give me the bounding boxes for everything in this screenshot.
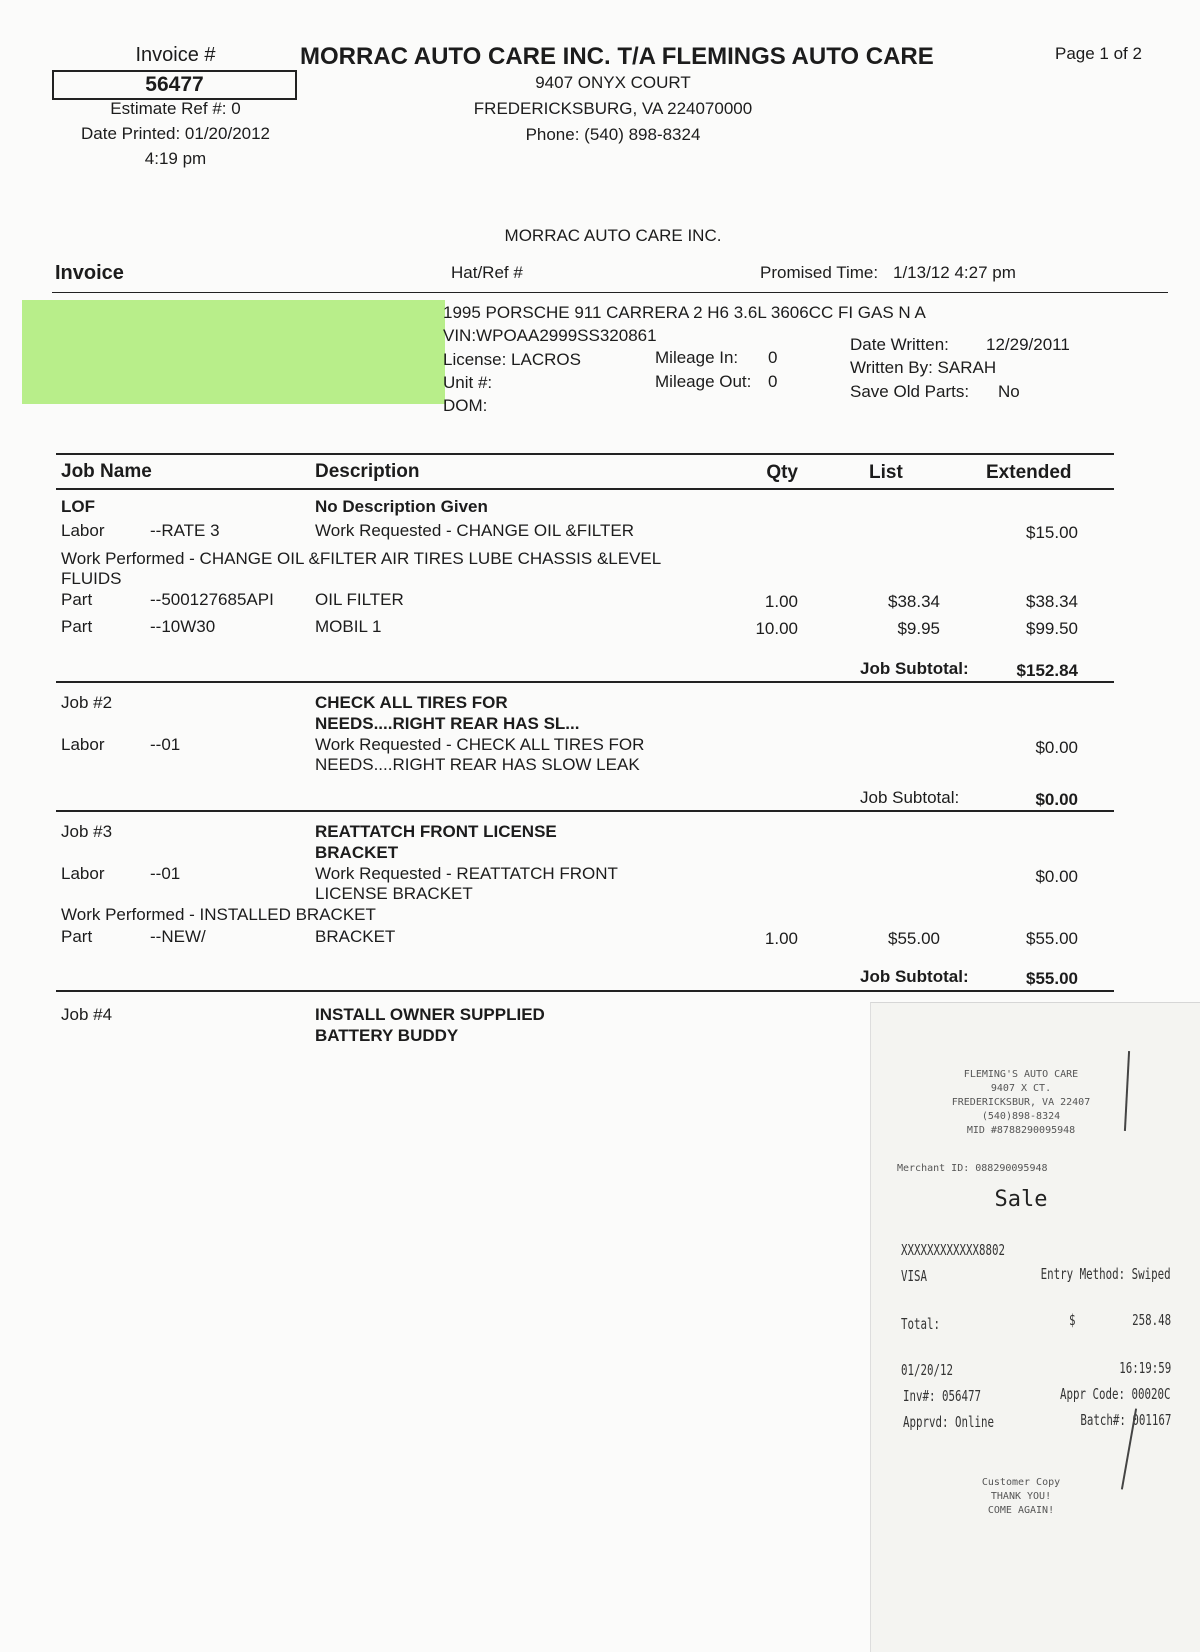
line-type: Part [61, 927, 93, 946]
line-type: Part [61, 617, 93, 636]
job-divider [56, 681, 1114, 683]
line-extended: $55.00 [1026, 929, 1078, 948]
vehicle-description: 1995 PORSCHE 911 CARRERA 2 H6 3.6L 3606CC FI GAS N A [443, 303, 926, 322]
line-description-cont: LICENSE BRACKET [315, 884, 473, 903]
promised-time-label: Promised Time: [760, 263, 879, 282]
line-type: Part [61, 590, 93, 609]
job-title: REATTATCH FRONT LICENSE [315, 822, 557, 841]
job-title-cont: BRACKET [315, 843, 399, 862]
line-code: --RATE 3 [150, 521, 220, 540]
work-performed-cont: FLUIDS [61, 569, 122, 588]
date-written-label: Date Written: [850, 335, 949, 354]
line-code: --10W30 [150, 617, 216, 636]
line-type: Labor [61, 735, 105, 754]
invoice-number-box: 56477 [52, 70, 297, 100]
line-code: --NEW/ [150, 927, 206, 946]
job-name: Job #2 [61, 693, 113, 712]
job-subtotal-value: $0.00 [1035, 790, 1078, 809]
vehicle-dom: DOM: [443, 396, 488, 415]
line-extended: $99.50 [1026, 619, 1078, 638]
receipt-time: 16:19:59 [1118, 1359, 1171, 1377]
line-code: --01 [150, 864, 181, 883]
receipt-come-again: COME AGAIN! [987, 1505, 1055, 1516]
line-list: $9.95 [897, 619, 940, 638]
receipt-sale-title: Sale [994, 1187, 1048, 1212]
hat-ref-label: Hat/Ref # [451, 263, 523, 282]
column-qty: Qty [766, 462, 798, 483]
line-description: BRACKET [315, 927, 396, 946]
receipt-currency: $ [1069, 1311, 1076, 1329]
job-title: No Description Given [315, 497, 488, 516]
work-performed: Work Performed - CHANGE OIL &FILTER AIR TIRES LUBE CHASSIS &LEVEL [61, 549, 662, 568]
job-divider [56, 990, 1114, 992]
job-title-cont: NEEDS....RIGHT REAR HAS SL... [315, 714, 580, 733]
mileage-in-label: Mileage In: [655, 348, 739, 367]
job-name: Job #3 [61, 822, 113, 841]
save-old-parts-value: No [998, 382, 1020, 401]
job-subtotal-label: Job Subtotal: [860, 967, 969, 986]
receipt-total-label: Total: [901, 1315, 941, 1333]
line-extended: $0.00 [1035, 867, 1078, 886]
receipt-card-type: VISA [901, 1267, 928, 1285]
promised-time-value: 1/13/12 4:27 pm [893, 263, 1016, 282]
receipt-approved: Apprvd: Online [903, 1413, 995, 1431]
job-subtotal-label: Job Subtotal: [860, 788, 960, 807]
vehicle-license: License: LACROS [443, 350, 581, 369]
invoice-number-label: Invoice # [135, 44, 216, 66]
company-name: MORRAC AUTO CARE INC. T/A FLEMINGS AUTO CARE [300, 43, 934, 70]
job-title-cont: BATTERY BUDDY [315, 1026, 459, 1045]
line-type: Labor [61, 864, 105, 883]
receipt-approval-code: Appr Code: 00020C [1060, 1385, 1171, 1403]
job-name: Job #4 [61, 1005, 113, 1024]
line-code: --01 [150, 735, 181, 754]
mileage-out-label: Mileage Out: [655, 372, 752, 391]
table-top-rule [56, 453, 1114, 455]
receipt-address-line2: FREDERICKSBUR, VA 22407 [951, 1097, 1091, 1108]
job-name: LOF [61, 497, 95, 516]
column-job-name: Job Name [61, 461, 152, 482]
column-description: Description [315, 461, 420, 482]
column-list: List [869, 462, 903, 483]
mileage-out-value: 0 [768, 372, 778, 391]
redacted-customer-info [22, 300, 445, 404]
line-list: $38.34 [888, 592, 940, 611]
receipt-mid: MID #8788290095948 [966, 1125, 1076, 1136]
line-description: MOBIL 1 [315, 617, 382, 636]
receipt-thank-you: THANK YOU! [990, 1491, 1052, 1502]
receipt-total-value: 258.48 [1131, 1311, 1171, 1329]
line-extended: $0.00 [1035, 738, 1078, 757]
page-number: Page 1 of 2 [1055, 44, 1142, 63]
company-phone: Phone: (540) 898-8324 [525, 125, 701, 144]
receipt-customer-copy: Customer Copy [981, 1477, 1061, 1488]
date-printed: Date Printed: 01/20/2012 [80, 124, 271, 143]
receipt-batch: Batch#: 001167 [1079, 1411, 1171, 1429]
line-qty: 1.00 [764, 592, 798, 611]
receipt-card-number: XXXXXXXXXXXX8802 [901, 1241, 1006, 1259]
vehicle-vin: VIN:WPOAA2999SS320861 [443, 326, 657, 345]
receipt-phone: (540)898-8324 [981, 1111, 1061, 1122]
line-description: OIL FILTER [315, 590, 404, 609]
header-divider [52, 292, 1168, 293]
line-qty: 10.00 [755, 619, 798, 638]
written-by: Written By: SARAH [850, 358, 997, 377]
estimate-ref: Estimate Ref #: 0 [110, 99, 241, 118]
line-qty: 1.00 [764, 929, 798, 948]
column-extended: Extended [986, 462, 1072, 483]
line-extended: $38.34 [1026, 592, 1078, 611]
receipt-merchant-id: Merchant ID: 088290095948 [897, 1163, 1048, 1174]
line-description: Work Requested - CHANGE OIL &FILTER [315, 521, 634, 540]
line-description-cont: NEEDS....RIGHT REAR HAS SLOW LEAK [315, 755, 640, 774]
table-header-rule [56, 488, 1114, 490]
company-address-line2: FREDERICKSBURG, VA 224070000 [473, 99, 753, 118]
mileage-in-value: 0 [768, 348, 778, 367]
receipt-invoice-number: Inv#: 056477 [903, 1387, 982, 1405]
work-performed: Work Performed - INSTALLED BRACKET [61, 905, 376, 924]
line-extended: $15.00 [1026, 523, 1078, 542]
receipt-address-line1: 9407 X CT. [990, 1083, 1052, 1094]
receipt-store-name: FLEMING'S AUTO CARE [963, 1069, 1079, 1080]
company-short-name: MORRAC AUTO CARE INC. [504, 226, 722, 245]
job-title: INSTALL OWNER SUPPLIED [315, 1005, 545, 1024]
document-title: Invoice [55, 262, 124, 284]
save-old-parts-label: Save Old Parts: [850, 382, 970, 401]
company-address-line1: 9407 ONYX COURT [535, 73, 691, 92]
job-subtotal-label: Job Subtotal: [860, 659, 969, 678]
line-type: Labor [61, 521, 105, 540]
job-title: CHECK ALL TIRES FOR [315, 693, 508, 712]
line-description: Work Requested - CHECK ALL TIRES FOR [315, 735, 645, 754]
job-subtotal-value: $152.84 [1016, 661, 1078, 680]
line-description: Work Requested - REATTATCH FRONT [315, 864, 618, 883]
date-written-value: 12/29/2011 [986, 335, 1070, 354]
card-receipt [870, 1002, 1200, 1652]
time-printed: 4:19 pm [144, 149, 207, 168]
receipt-entry-method: Entry Method: Swiped [1040, 1265, 1171, 1283]
receipt-date: 01/20/12 [901, 1361, 954, 1379]
line-code: --500127685API [150, 590, 274, 609]
job-divider [56, 810, 1114, 812]
job-subtotal-value: $55.00 [1026, 969, 1078, 988]
vehicle-unit: Unit #: [443, 373, 493, 392]
line-list: $55.00 [888, 929, 940, 948]
